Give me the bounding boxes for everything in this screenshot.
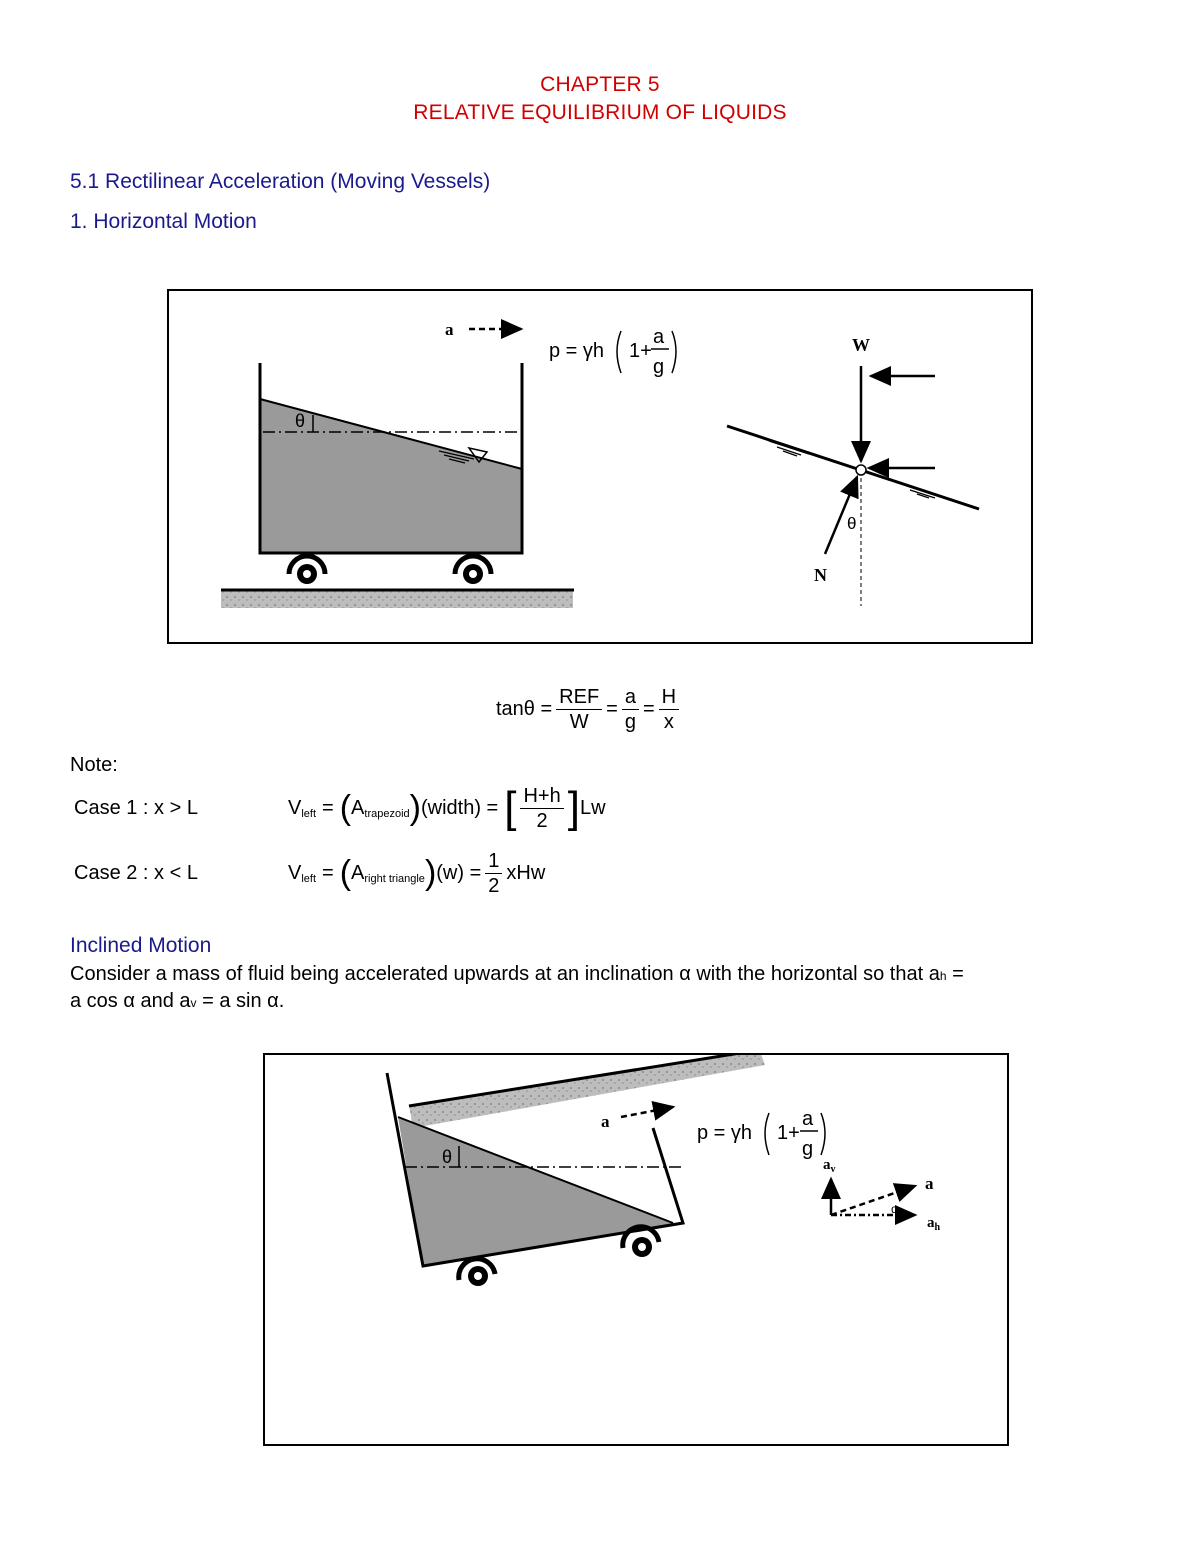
- case1-frac-den: 2: [536, 809, 548, 832]
- case1-tail: Lw: [579, 796, 606, 819]
- tan-f3-den: x: [663, 711, 674, 733]
- section-heading: 5.1 Rectilinear Acceleration (Moving Vessels): [70, 170, 491, 193]
- force-diagram: [727, 335, 979, 606]
- ah-label: $a_h$: [927, 1215, 941, 1233]
- pressure-den: g: [653, 356, 665, 378]
- tan-eq-1: =: [606, 698, 618, 720]
- pressure-lhs: p = γh: [549, 340, 605, 362]
- acceleration-components: [823, 1157, 941, 1233]
- ground: [221, 590, 573, 608]
- case1-A-sub: trapezoid: [364, 808, 410, 820]
- inclined-line-2-b: = a sin α.: [196, 990, 285, 1012]
- inclined-acceleration-label: a: [601, 1112, 610, 1131]
- pressure-one-plus: 1+: [629, 340, 652, 362]
- case2-label: Case 2 : x < L: [74, 862, 198, 884]
- case2-V: V: [288, 861, 302, 884]
- force-theta-label: θ: [847, 514, 857, 533]
- tan-f3-num: H: [659, 685, 679, 710]
- case1-formula: V left = ( A trapezoid ) (width) = [ $\frac{H+h}{2}$ ] Lw: [288, 783, 606, 832]
- case2-A-sub: right triangle: [364, 873, 425, 885]
- inclined-ground: [409, 1055, 765, 1128]
- inclined-heading: Inclined Motion: [70, 934, 212, 957]
- tan-eq-2: =: [642, 698, 655, 720]
- case1-label: Case 1 : x > L: [74, 797, 198, 819]
- inclined-line-1-end: =: [946, 963, 964, 985]
- chapter-label: CHAPTER 5: [540, 73, 660, 96]
- tan-formula: [496, 685, 683, 734]
- av-label: $a_v$: [823, 1157, 836, 1175]
- wheel-left: [289, 556, 325, 584]
- pressure-num: a: [653, 326, 665, 348]
- normal-label: N: [814, 565, 827, 585]
- weight-label: W: [852, 335, 870, 355]
- inclined-pressure-one-plus: 1+: [777, 1122, 800, 1144]
- tan-lhs: tanθ =: [496, 698, 553, 720]
- inclined-line-2-sub: v: [190, 996, 197, 1010]
- inclined-theta-label: θ: [442, 1147, 453, 1167]
- wheel-right: [455, 556, 491, 584]
- case2-formula: V left = ( A right triangle ) (w) = $\frac{1}{2}$ xHw: [288, 849, 546, 897]
- case2-V-sub: left: [301, 873, 317, 885]
- inclined-line-2-a: a cos α and a: [70, 990, 191, 1012]
- acceleration-label: a: [445, 320, 454, 339]
- inclined-line-1: [70, 963, 964, 986]
- case2-A: A: [351, 861, 365, 884]
- figure-inclined-motion-drawing: [265, 1055, 1007, 1444]
- a-vector-label: a: [925, 1174, 934, 1193]
- inclined-line-1-sub: h: [939, 969, 947, 983]
- theta-label: θ: [295, 411, 306, 431]
- inclined-pressure-lhs: p = γh: [697, 1122, 753, 1144]
- inclined-pressure-num: a: [802, 1108, 814, 1130]
- subsection-heading: 1. Horizontal Motion: [70, 210, 257, 233]
- alpha-label: α: [891, 1202, 898, 1216]
- tan-f2-den: g: [624, 711, 636, 733]
- chapter-title: RELATIVE EQUILIBRIUM OF LIQUIDS: [413, 101, 787, 124]
- case2-frac-num: 1: [485, 849, 502, 874]
- inclined-line-1-text: Consider a mass of fluid being accelerated upwards at an inclination α with the horizontal so that a: [70, 963, 940, 985]
- figure-horizontal-motion: [167, 289, 1033, 644]
- note-label: Note:: [70, 754, 118, 776]
- inclined-acceleration-arrow: [621, 1107, 673, 1117]
- case2-frac-den: 2: [488, 874, 500, 897]
- figure-horizontal-motion-drawing: [169, 291, 1031, 642]
- case1-frac-num: H+h: [520, 784, 563, 809]
- case1-A: A: [351, 796, 365, 819]
- case1-mid: (width) =: [420, 796, 499, 819]
- tan-f2-num: a: [622, 685, 639, 710]
- inclined-line-2: [70, 990, 284, 1013]
- inclined-wheel-left: [459, 1259, 495, 1286]
- figure-inclined-motion: [263, 1053, 1009, 1446]
- tan-f1-num: REF: [556, 685, 602, 710]
- inclined-pressure-den: g: [802, 1138, 814, 1160]
- case1-V-sub: left: [301, 808, 317, 820]
- case2-mid: (w) =: [436, 861, 482, 884]
- tan-f1-den: W: [569, 711, 589, 733]
- case1-V: V: [288, 796, 302, 819]
- case2-tail: xHw: [506, 861, 546, 884]
